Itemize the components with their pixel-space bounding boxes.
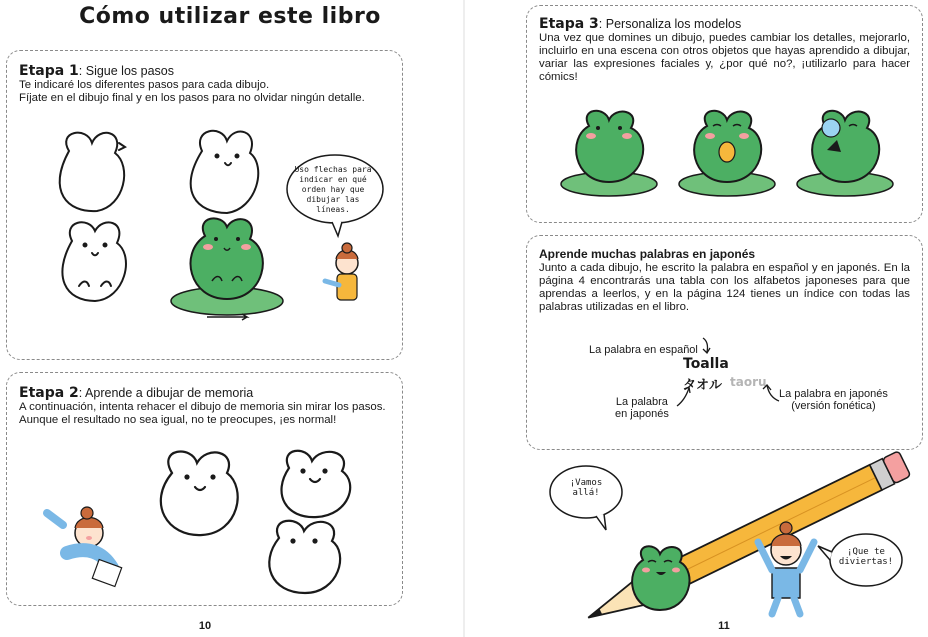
bubble-diviertas bbox=[838, 547, 894, 567]
page-title: Cómo utilizar este libro bbox=[79, 4, 381, 29]
step1-line-2: Fíjate en el dibujo final y en los pasos para no olvidar ningún detalle. bbox=[19, 92, 365, 104]
words-heading: Aprende muchas palabras en japonés bbox=[539, 247, 756, 261]
custom-frogs-drawing bbox=[527, 106, 924, 206]
step3-text: Una vez que domines un dibujo, puedes cambiar los detalles, mejorarlo, incluirlo en una escena con otros objetos que hayas aprendido a dibujar, variar las expresiones faciales y, ¿por qué no?, ¡utilizarlo para hacer cómics! bbox=[539, 32, 910, 83]
example-phonetic-word: taoru bbox=[730, 375, 767, 389]
step1-heading: Etapa 1: Sigue los pasos bbox=[19, 63, 174, 79]
step1-box bbox=[6, 50, 403, 360]
label-japanese-line1: La palabra bbox=[615, 396, 668, 408]
bubble-diviertas-line2: diviertas! bbox=[838, 557, 894, 567]
page-number-right: 11 bbox=[718, 620, 730, 632]
step2-box bbox=[6, 372, 403, 606]
pencil-scene bbox=[468, 460, 928, 620]
annotation-arrows bbox=[527, 236, 924, 451]
bubble-vamos-line1: ¡Vamos bbox=[569, 478, 603, 488]
step2-line-1: A continuación, intenta rehacer el dibujo de memoria sin mirar los pasos. bbox=[19, 401, 386, 413]
example-spanish-word: Toalla bbox=[683, 356, 729, 372]
label-spanish: La palabra en español bbox=[589, 344, 698, 356]
words-box bbox=[526, 235, 923, 450]
bubble-vamos bbox=[564, 478, 608, 498]
memory-drawings bbox=[7, 443, 404, 603]
words-text: Junto a cada dibujo, he escrito la palabra en español y en japonés. En la página 4 encontrarás una tabla con los alfabetos japoneses para que aprendas a leerlos, y en la página 124 tienes un índice con todas las palabras utilizadas en el libro. bbox=[539, 262, 910, 313]
step3-box bbox=[526, 5, 923, 223]
page-number-left: 10 bbox=[198, 620, 212, 632]
book-spine bbox=[463, 0, 465, 637]
step3-heading: Etapa 3: Personaliza los modelos bbox=[539, 16, 742, 32]
example-japanese-word: タオル bbox=[683, 378, 723, 393]
frog-steps-drawing bbox=[7, 121, 404, 361]
speech-bubble-arrows: Uso flechas para indicar en qué orden hay que dibujar las líneas. bbox=[294, 165, 372, 214]
label-phonetic-line1: La palabra en japonés bbox=[779, 388, 888, 400]
step2-line-2: Aunque el resultado no sea igual, no te preocupes, ¡es normal! bbox=[19, 414, 337, 426]
right-page bbox=[468, 0, 928, 637]
step1-line-1: Te indicaré los diferentes pasos para cada dibujo. bbox=[19, 79, 270, 91]
label-phonetic-line2: (versión fonética) bbox=[791, 400, 876, 412]
left-page bbox=[0, 0, 460, 637]
bubble-vamos-line2: allá! bbox=[572, 488, 600, 498]
step2-heading: Etapa 2: Aprende a dibujar de memoria bbox=[19, 385, 254, 401]
bubble-diviertas-line1: ¡Que te bbox=[847, 547, 885, 557]
label-japanese-line2: en japonés bbox=[615, 408, 669, 420]
